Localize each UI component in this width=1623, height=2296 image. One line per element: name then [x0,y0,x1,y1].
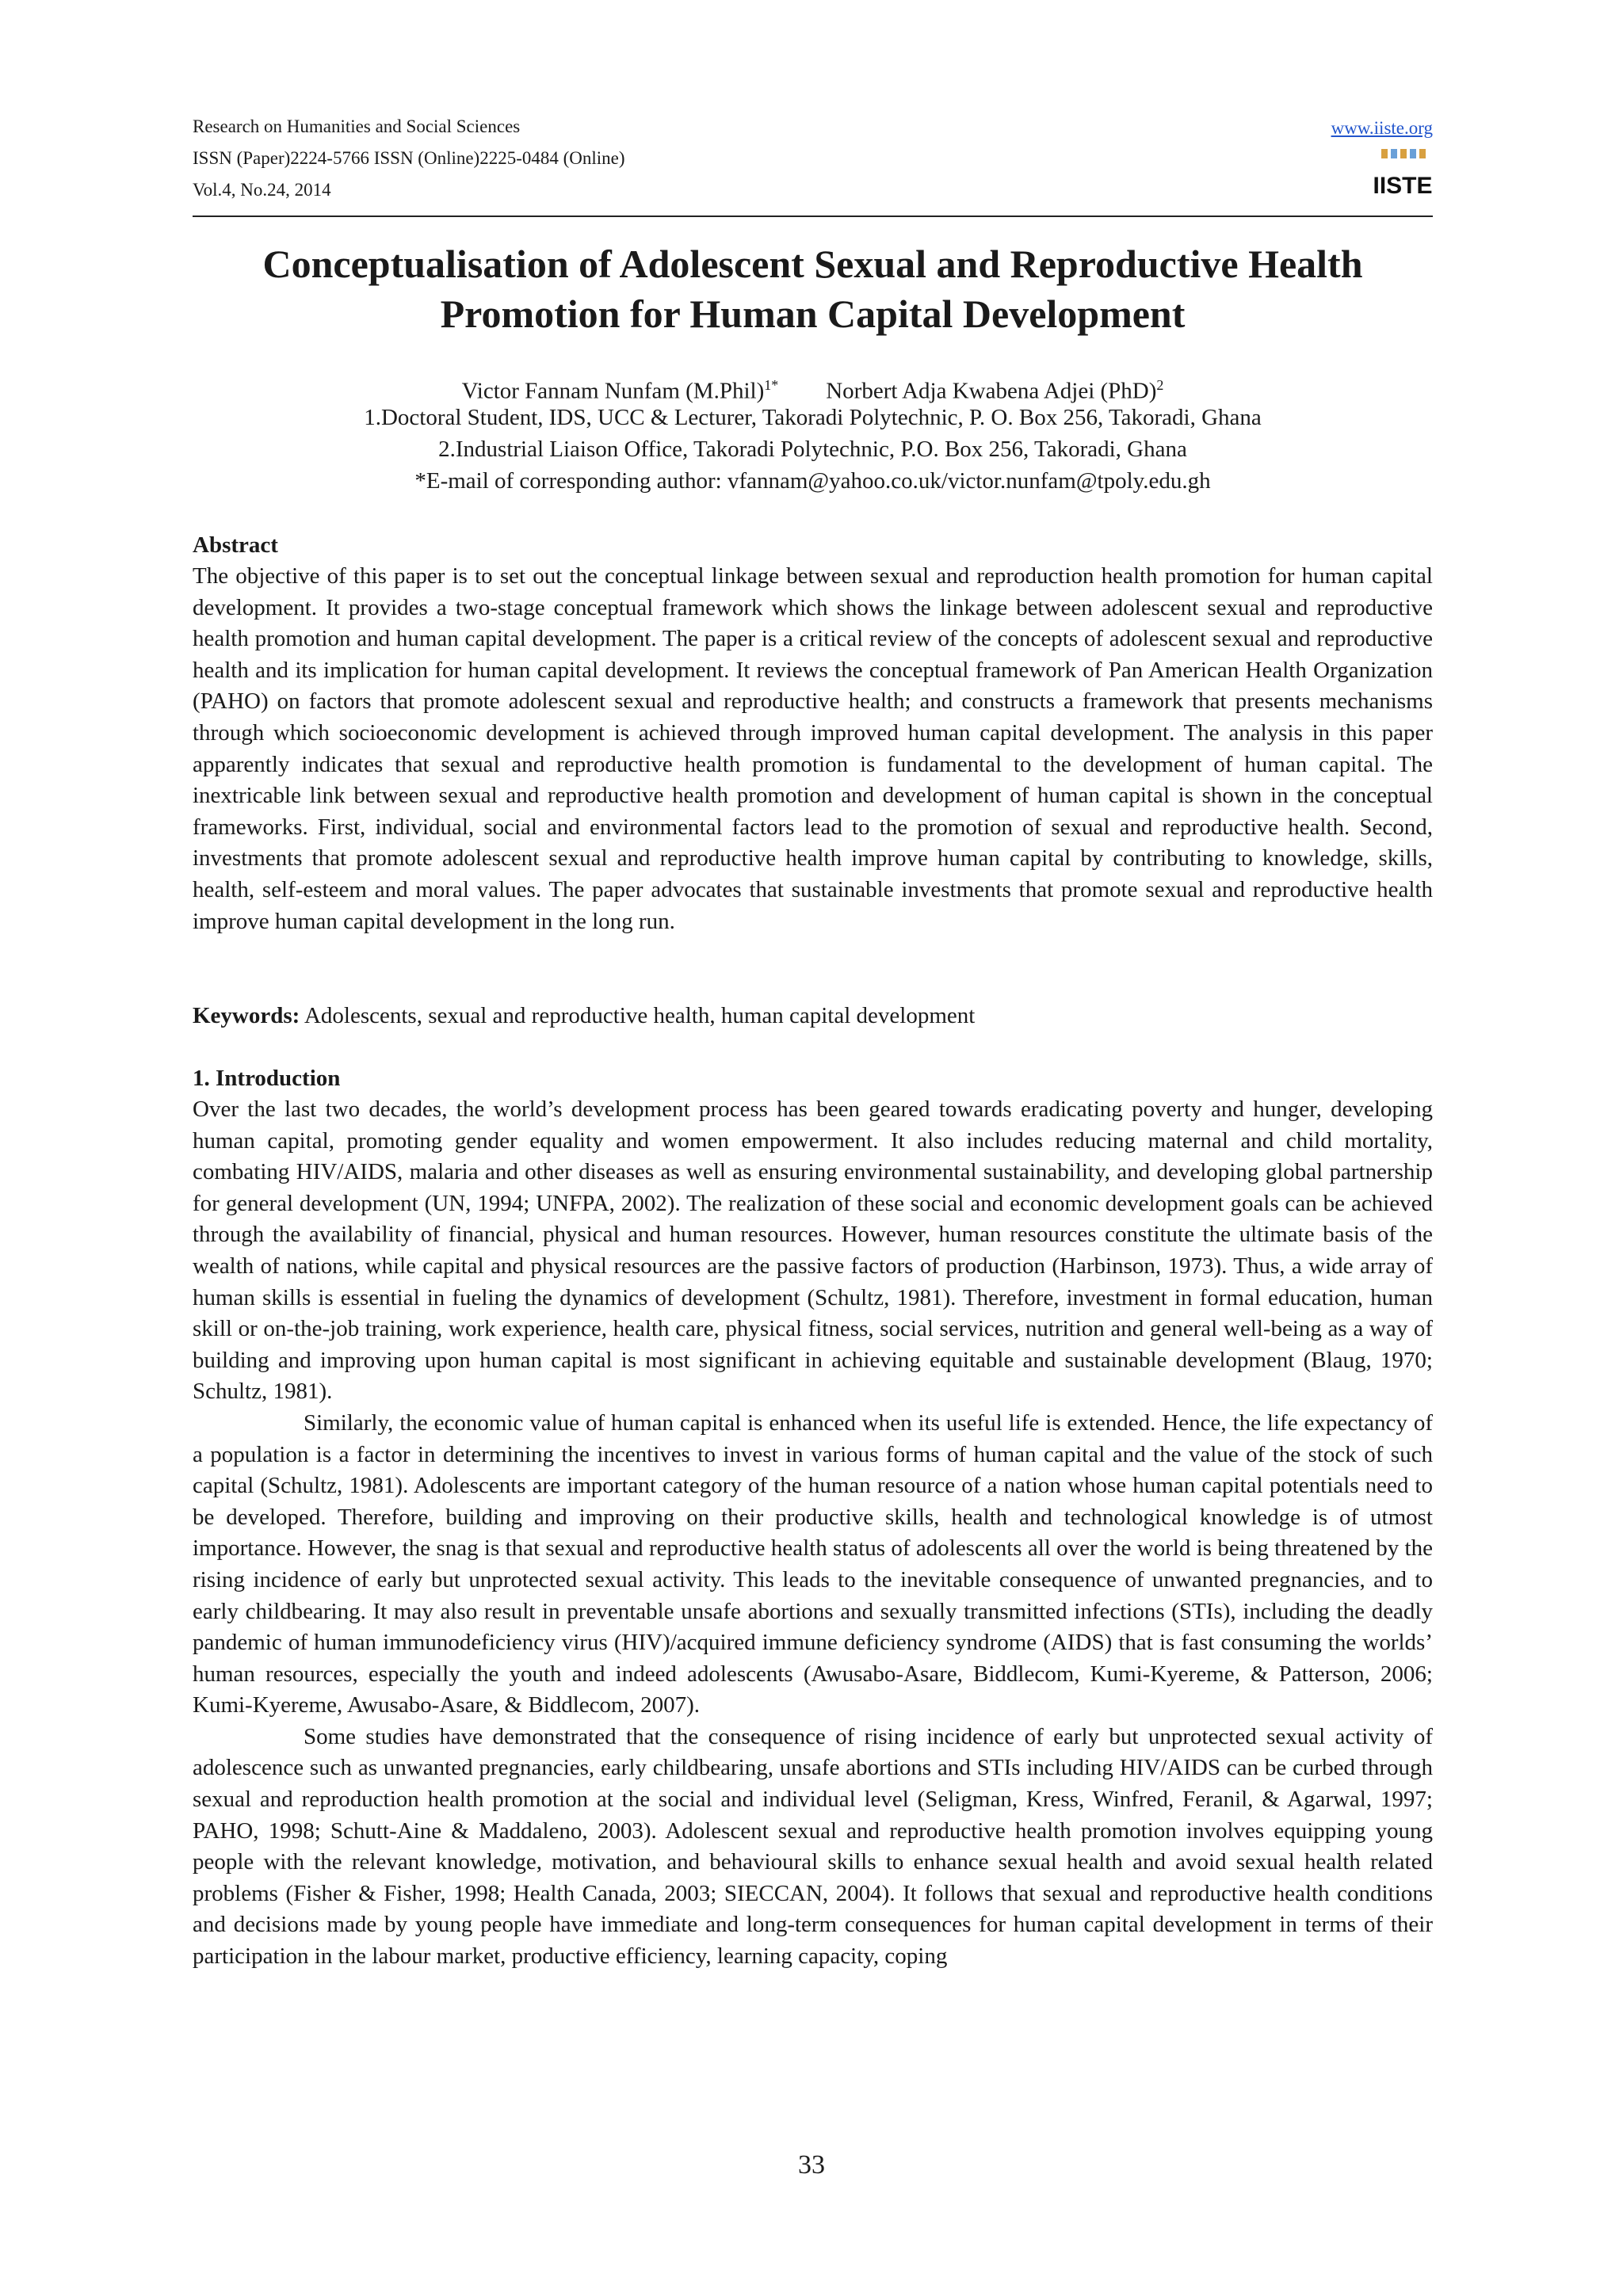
abstract-text [193,561,1433,937]
iiste-logo [1373,147,1433,203]
author-2: Norbert Adja Kwabena Adjei (PhD) [826,378,1157,404]
page-number: 33 [798,2150,825,2180]
corresponding-email: *E-mail of corresponding author: vfannam@yahoo.co.uk/victor.nunfam@tpoly.edu.gh [414,468,1211,494]
keywords-label: Keywords: [193,1003,300,1028]
abstract-heading: Abstract [193,532,278,558]
affiliation-2: 2.Industrial Liaison Office, Takoradi Polytechnic, P.O. Box 256, Takoradi, Ghana [438,437,1187,462]
journal-url-link[interactable]: www.iiste.org [1331,118,1433,138]
logo-lettering: IISTE [1373,173,1433,199]
introduction-heading: 1. Introduction [193,1066,341,1091]
header-rule [193,215,1433,217]
author-2-marker: 2 [1156,377,1164,393]
keywords-line [193,1000,975,1032]
author-1-marker: 1* [764,377,779,393]
intro-paragraph-2: Similarly, the economic value of human capital is enhanced when its useful life is extended. Hence, the life expectancy of a population is a factor in determining the incentives to invest in various forms of human capital and the value of the stock of such capital (Schultz, 1981). Adolescents are important category of the human resource of a nation whose human capital potentials need to be developed. Therefore, building and improving on their productive skills, health and technological knowledge is of utmost importance. However, the snag is that sexual and reproductive health status of adolescents all over the world is being threatened by the rising incidence of early but unprotected sexual activity. This leads to the inevitable consequence of unwanted pregnancies, and to early childbearing. It may also result in preventable unsafe abortions and sexually transmitted infections (STIs), including the deadly pandemic of human immunodeficiency virus (HIV)/acquired immune deficiency syndrome (AIDS) that is fast consuming the worlds’ human resources, especially the youth and indeed adolescents (Awusabo-Asare, Biddlecom, Kumi-Kyereme, & Patterson, 2006; Kumi-Kyereme, Awusabo-Asare, & Biddlecom, 2007). [193,1409,1433,1718]
author-1: Victor Fannam Nunfam (M.Phil) [461,378,765,404]
title-line-2: Promotion for Human Capital Development [440,292,1186,336]
keywords-text: Adolescents, sexual and reproductive health, human capital development [300,1003,976,1028]
title-line-1: Conceptualisation of Adolescent Sexual and Reproductive Health [262,242,1363,286]
intro-paragraph-3: Some studies have demonstrated that the consequence of rising incidence of early but unprotected sexual activity of adolescence such as unwanted pregnancies, early childbearing, unsafe abortions and STIs including HIV/AIDS can be curbed through sexual and reproduction health promotion at the social and individual level (Seligman, Kress, Winfred, Feranil, & Agarwal, 1997; PAHO, 1998; Schutt-Aine & Maddaleno, 2003). Adolescent sexual and reproductive health promotion involves equipping young people with the relevant knowledge, motivation, and behavioural skills to enhance sexual health and avoid sexual health related problems (Fisher & Fisher, 1998; Health Canada, 2003; SIECCAN, 2004). It follows that sexual and reproductive health conditions and decisions made by young people have immediate and long-term consequences for human capital development in terms of their participation in the labour market, productive efficiency, learning capacity, coping [193,1723,1433,1970]
abstract-paragraph: The objective of this paper is to set out the conceptual linkage between sexual and reproduction health promotion for human capital development. It provides a two-stage conceptual framework which shows the linkage between adolescent sexual and reproductive health promotion and human capital development. The paper is a critical review of the concepts of adolescent sexual and reproductive health and its implication for human capital development. It reviews the conceptual framework of Pan American Health Organization (PAHO) on factors that promote adolescent sexual and reproductive health; and constructs a framework that presents mechanisms through which socioeconomic development is achieved through improved human capital development. The analysis in this paper apparently indicates that sexual and reproductive health promotion is fundamental to the development of human capital. The inextricable link between sexual and reproductive health promotion and development of human capital is shown in the conceptual frameworks. First, individual, social and environmental factors lead to the promotion of sexual and reproductive health. Second, investments that promote adolescent sexual and reproductive health improve human capital by contributing to knowledge, skills, health, self-esteem and moral values. The paper advocates that sustainable investments that promote sexual and reproductive health improve human capital development in the long run. [193,563,1433,934]
volume-line: Vol.4, No.24, 2014 [193,180,331,200]
affiliation-1: 1.Doctoral Student, IDS, UCC & Lecturer, Takoradi Polytechnic, P. O. Box 256, Takoradi, Ghana [364,405,1262,430]
intro-paragraph-1: Over the last two decades, the world’s development process has been geared towards eradicating poverty and hunger, developing human capital, promoting gender equality and women empowerment. It also includes reducing maternal and child mortality, combating HIV/AIDS, malaria and other diseases as well as ensuring environmental sustainability, and developing global partnership for general development (UN, 1994; UNFPA, 2002). The realization of these social and economic development goals can be achieved through the availability of financial, physical and human resources. However, human resources constitute the ultimate basis of the wealth of nations, while capital and physical resources are the passive factors of production (Harbinson, 1973). Thus, a wide array of human skills is essential in fueling the dynamics of development (Schultz, 1981). Therefore, investment in formal education, human skill or on-the-job training, work experience, health care, physical fitness, social services, nutrition and general well-being as a way of building and improving upon human capital is most significant in achieving equitable and sustainable development (Blaug, 1970; Schultz, 1981). [193,1097,1433,1405]
journal-name: Research on Humanities and Social Sciences [193,116,521,136]
issn-line: ISSN (Paper)2224-5766 ISSN (Online)2225-0484 (Online) [193,148,625,168]
paper-title [193,239,1433,339]
introduction-body [193,1094,1433,1973]
